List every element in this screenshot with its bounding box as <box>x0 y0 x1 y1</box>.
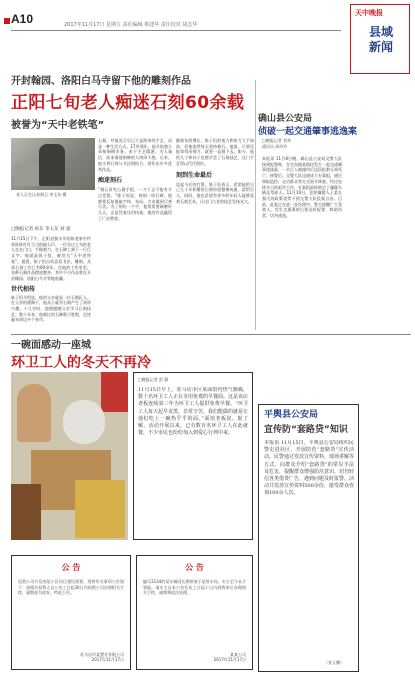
mid-byline: □晚报记者 彭 静 <box>138 377 169 382</box>
lead-photo <box>11 138 95 190</box>
page-code: A10 <box>11 12 34 26</box>
masthead-name: 县域 新闻 <box>368 25 393 54</box>
masthead-logo: 天中晚报 <box>355 8 383 17</box>
mid-body: 11月15日早上，驻马店市区某面馆内热气腾腾，数十名环卫工人正在享用免费的早餐面。这是该店老板连续第三年为环卫工人提供免费早餐。“环卫工人每天起早贪黑，非常辛苦，我们能做的就是让他们吃上一碗热乎乎的面。”面馆老板说。据了解，活动开展以来，已有数百名环卫工人在此就餐，不少市民也纷纷加入到爱心行列中来。 <box>138 387 248 437</box>
notice2-title: 公 告 <box>185 563 204 572</box>
lead-col3-text: 随着年龄增长，陈子恒的视力和体力大不如前，但他依然每天坚持刻石。他说，只要还能拿得动刻刀，就要一直刻下去。如今，他的儿子和孙子也都学会了石刻技艺，这门手艺得以代代相传。 <box>176 138 254 166</box>
header-rule <box>11 30 341 31</box>
lead-col1-text: 11月15日下午，正阳县慎水乡的陈老家中传来阵阵叮叮当当的敲石声。一位年过七旬的老人坐在门口，手握刻刀，在石碑上刻下一行行文字。他就是陈子恒，被誉为“天中老铁笔”。据悉，陈子恒自幼喜爱书法、雕刻，从事石刻工作已有60余年。在他的工作室里，各种石刻作品摆放整齐，其中不少作品曾在开封翰园、洛阳白马寺等地收藏。 <box>11 236 91 281</box>
right-mid-title1: 平舆县公安局 <box>264 410 319 420</box>
right-mid-body: 本报讯 11月15日，平舆县公安局组织民警走进社区，开展防范“套路贷”宣传活动。民警通过发放宣传资料、现场讲解等方式，向群众介绍“套路贷”的常见手法及危害，提醒群众增强防范意识，切勿轻信各类借贷广告，遇到问题及时报警。活动共发放宣传资料500余份，接受群众咨询100余人次。 <box>264 440 354 497</box>
masthead <box>350 4 410 74</box>
notice1-title: 公 告 <box>61 563 81 572</box>
issue-line: 2017年11月17日 星期五 责任编辑 蔡建华 责任校对 胡志华 <box>64 22 198 28</box>
mid-rule <box>11 334 411 335</box>
lead-col3-section: 刻到生命最后 <box>176 171 213 179</box>
notice2-body: 编号2134的某车辆因长期停放于某停车场，车主至今未予领取。请车主自本公告发布之日起十日内到我单位办理相关手续，逾期将依法处理。 <box>143 579 246 596</box>
right-top-title1: 确山县公安局 <box>258 114 313 124</box>
lead-photo-caption: 老人正在认真刻石 李玉东 摄 <box>16 192 67 197</box>
notice-box-2 <box>136 555 253 670</box>
mid-story-box <box>133 372 253 540</box>
lead-headline: 正阳七旬老人痴迷石刻60余载 <box>11 93 245 113</box>
page-marker <box>4 18 10 24</box>
notice-box-1 <box>11 555 131 670</box>
notice2-sign: 某某公司 2017年11月17日 <box>213 651 246 663</box>
notice1-body: 因我公司开发的某小区项目建设需要，现将有关事项公告如下：请相关权利人自公告之日起30日内到我公司办理相关手续，逾期视为放弃。特此公告。 <box>18 579 124 596</box>
lead-col2-text: 石刻，对他而言早已不是简单的手艺，而是一种生活方式。17岁那年，他开始独立承接刻碑业务。由于手艺精湛、为人诚信，前来请他刻碑的人络绎不绝。后来，他又将石刻与书法相结合，创作出许多优秀作品。 <box>98 138 172 172</box>
column-rule <box>255 80 256 330</box>
right-mid-title2: 宣传防“套路贷”知识 <box>264 425 348 435</box>
lead-col3 <box>176 138 254 332</box>
lead-kicker: 开封翰园、洛阳白马寺留下他的雕刻作品 <box>11 76 191 87</box>
mid-headline: 环卫工人的冬天不再冷 <box>11 355 151 371</box>
lead-col2 <box>98 138 172 332</box>
right-top-body: 本报讯 11月8日晚，确山县公安局交警大队接到报警称，在竹沟镇某路段发生一起交通肇事逃逸案，一名行人被撞伤后送医抢救无效死亡。接警后，交警大队迅速成立专案组，通过调取监控、走访群众等方式展开调查。经过连续多日的艰苦工作，专案组最终锁定了嫌疑车辆及驾驶人。11月10日，犯罪嫌疑人王某在强大的政策攻势下到交警大队投案自首。目前，此案正在进一步处理中。警方提醒广大驾驶人，发生交通事故后要及时报警、救助伤者，切勿逃逸。 <box>262 156 342 219</box>
lead-col3b-text: 谈起今后的打算，陈子恒表示，希望能把自己几十年积累的石刻经验整理成册，留给后人。同时，他也希望有更多的年轻人能够喜欢石刻艺术，让这门古老的技艺发扬光大。 <box>176 181 254 204</box>
right-mid-byline: （张玉鹏） <box>324 660 344 665</box>
lead-byline: □晚报记者 孙东 李玉东 刘 超 <box>11 227 71 232</box>
lead-col2b-text: “刻石讲究心静手稳，一刀下去不能有半点差错。”陈子恒说，每刻一块石碑，他都要反复推敲字体、布局，力求做到尽善尽美。为了刻好一个字，他常常要琢磨好几天。正是凭着这份执着，他的作品赢得了广泛赞誉。 <box>98 187 172 221</box>
notice1-sign: 驻马店市某置业有限公司 2017年11月17日 <box>80 651 124 663</box>
lead-col1-section: 世代相传 <box>11 285 36 293</box>
right-top-byline: □晚报记者 刘华 通讯员 周玲玲 <box>262 138 292 149</box>
lead-subhead: 被誉为“天中老铁笔” <box>11 120 105 131</box>
lead-col1 <box>11 236 91 332</box>
lead-col1b-text: 陈子恒介绍说，他的父亲就是一位石刻匠人。在父亲的熏陶下，他从小就对石刻产生了浓厚兴趣。十几岁时，他便跟随父亲学习石刻技艺。数十年来，他刻过的石碑数不胜数，足迹遍布周边多个省市。 <box>11 294 91 323</box>
lead-col2-section: 痴迷刻石 <box>98 177 123 185</box>
right-top-title2: 侦破一起交通肇事逃逸案 <box>258 127 358 137</box>
mid-photo <box>11 372 128 540</box>
mid-kicker: 一碗面感动一座城 <box>11 340 91 351</box>
